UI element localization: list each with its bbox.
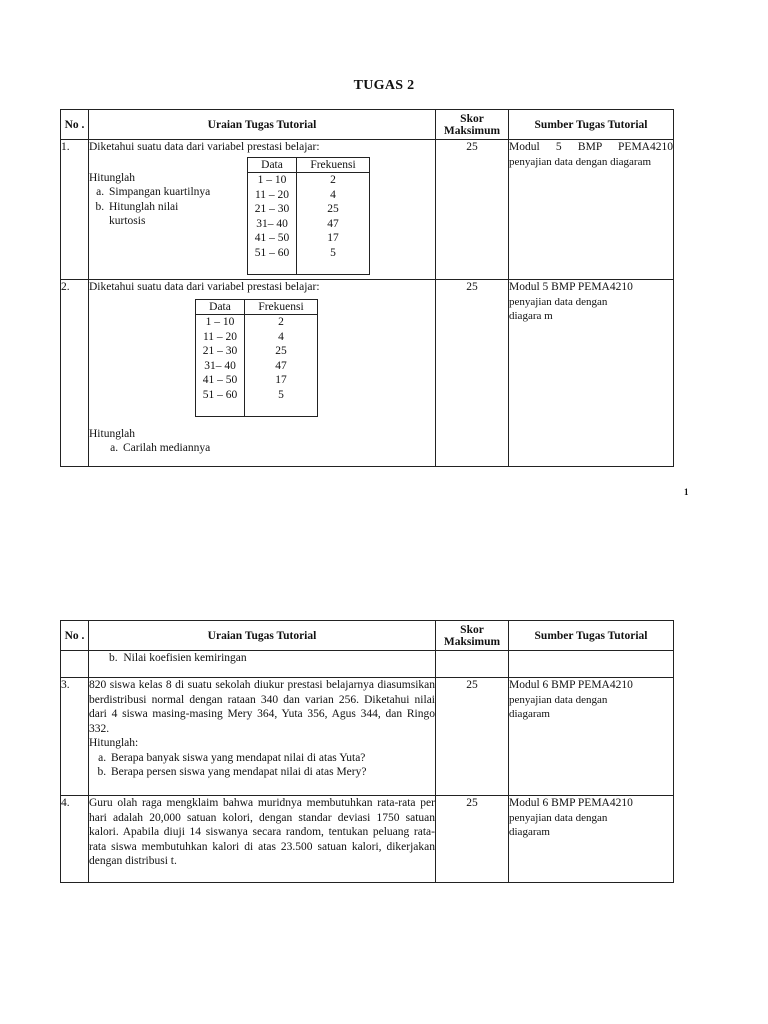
freq-cell-data: 11 – 20 xyxy=(248,188,297,203)
task-text: 820 siswa kelas 8 di suatu sekolah diukur prestasi belajarnya diasumsikan berdistribusi normal dengan rataan 340 dan varian 256. Diketahui nilai dari 4 siswa masing-masing Mery 364, Yuta 356, Agus 344, dan Ringo 332. xyxy=(89,679,435,735)
source-line: Modul 5 BMP PEMA4210 xyxy=(509,141,673,153)
freq-cell-data: 1 – 10 xyxy=(196,315,245,330)
task-source xyxy=(509,140,674,280)
table-header-row xyxy=(61,621,674,651)
hitunglah-label: Hitunglah xyxy=(89,171,135,184)
source-line: Modul 5 BMP PEMA4210 xyxy=(509,281,633,293)
source-line: diagaram xyxy=(509,826,550,838)
source-line: penyajian data dengan xyxy=(509,295,608,308)
freq-cell-data: 1 – 10 xyxy=(248,173,297,188)
task-source xyxy=(509,280,674,467)
header-skor: Skor Maksimum xyxy=(436,621,509,651)
source-line: penyajian data dengan xyxy=(509,693,608,706)
source-line: Modul 6 BMP PEMA4210 xyxy=(509,679,633,691)
task-number: 3. xyxy=(61,678,89,796)
task-score: 25 xyxy=(436,796,509,883)
table-header-row xyxy=(61,110,674,140)
hitunglah-label: Hitunglah: xyxy=(89,737,139,749)
freq-cell-data: 21 – 30 xyxy=(196,344,245,359)
freq-col-data: Data xyxy=(248,157,297,173)
task-description xyxy=(89,280,436,467)
source-line: penyajian data dengan diagaram xyxy=(509,155,652,168)
header-sumber: Sumber Tugas Tutorial xyxy=(509,621,674,651)
header-uraian: Uraian Tugas Tutorial xyxy=(89,110,436,140)
freq-cell-value: 2 xyxy=(278,316,284,328)
freq-col-frekuensi: Frekuensi xyxy=(245,299,318,315)
task-row-2 xyxy=(61,280,674,467)
task-row-2-continued xyxy=(61,651,674,678)
freq-cell-value: 2 xyxy=(330,174,336,186)
task-text: Guru olah raga mengklaim bahwa muridnya membutuhkan rata-rata per hari adalah 20,000 satuan kolori, dengan standar deviasi 1750 satuan kalori. Apabila diuji 14 siswanya secara random, tentukan peluang rata-rata siswa membutuhkan kalori di atas 23.500 satuan kalori, dikerjakan dengan distribusi t. xyxy=(89,797,435,867)
task-source xyxy=(509,678,674,796)
question-item: a. Berapa banyak siswa yang mendapat nilai di atas Yuta? xyxy=(109,751,435,766)
source-line: diagara m xyxy=(509,310,553,322)
header-no: No . xyxy=(61,621,89,651)
freq-cell-value: 47 xyxy=(327,217,339,230)
task-row-3 xyxy=(61,678,674,796)
freq-cell-data: 41 – 50 xyxy=(196,373,245,388)
freq-cell-value: 5 xyxy=(278,388,284,401)
task-description: b. Nilai koefisien kemiringan xyxy=(89,651,436,678)
freq-cell-value: 4 xyxy=(330,188,336,201)
task-score: 25 xyxy=(436,140,509,280)
header-uraian: Uraian Tugas Tutorial xyxy=(89,621,436,651)
page-title: TUGAS 2 xyxy=(353,78,415,93)
freq-cell-data: 51 – 60 xyxy=(196,388,245,403)
task-description xyxy=(89,678,436,796)
header-skor: Skor Maksimum xyxy=(436,110,509,140)
header-sumber: Sumber Tugas Tutorial xyxy=(509,110,674,140)
freq-col-data: Data xyxy=(196,299,245,315)
frequency-table xyxy=(195,299,318,417)
freq-cell-data: 31– 40 xyxy=(248,217,297,232)
task-intro: Diketahui suatu data dari variabel prestasi belajar: xyxy=(89,141,320,153)
freq-cell-value: 47 xyxy=(275,359,287,372)
frequency-table xyxy=(247,157,370,275)
freq-cell-value: 17 xyxy=(275,374,287,386)
task-questions xyxy=(89,185,247,229)
task-questions xyxy=(89,441,435,456)
task-score: 25 xyxy=(436,280,509,467)
freq-cell-value: 25 xyxy=(327,203,339,215)
freq-cell-value: 25 xyxy=(275,345,287,357)
task-table-page-1 xyxy=(60,109,674,467)
freq-cell-data: 11 – 20 xyxy=(196,330,245,345)
freq-cell-value: 5 xyxy=(330,246,336,259)
task-table-page-2 xyxy=(60,620,674,883)
task-questions xyxy=(89,751,435,780)
task-number: 1. xyxy=(61,140,89,280)
freq-cell-value: 17 xyxy=(327,232,339,244)
question-item: b. Berapa persen siswa yang mendapat nilai di atas Mery? xyxy=(109,765,435,780)
task-number: 2. xyxy=(61,280,89,467)
source-line: diagaram xyxy=(509,708,550,720)
task-description xyxy=(89,796,436,883)
header-no: No . xyxy=(61,110,89,140)
freq-cell-data: 41 – 50 xyxy=(248,231,297,246)
question-item: a. Simpangan kuartilnya xyxy=(107,185,247,200)
hitunglah-label: Hitunglah xyxy=(89,427,135,440)
source-line: penyajian data dengan xyxy=(509,811,608,824)
task-description xyxy=(89,140,436,280)
freq-cell-data: 51 – 60 xyxy=(248,246,297,261)
task-source xyxy=(509,796,674,883)
freq-col-frekuensi: Frekuensi xyxy=(297,157,370,173)
task-row-4 xyxy=(61,796,674,883)
freq-cell-value: 4 xyxy=(278,330,284,343)
task-row-1 xyxy=(61,140,674,280)
task-intro: Diketahui suatu data dari variabel prestasi belajar: xyxy=(89,281,320,293)
question-item: a. Carilah mediannya xyxy=(121,441,435,456)
task-number: 4. xyxy=(61,796,89,883)
source-line: Modul 6 BMP PEMA4210 xyxy=(509,797,633,809)
freq-cell-data: 21 – 30 xyxy=(248,202,297,217)
task-score: 25 xyxy=(436,678,509,796)
freq-cell-data: 31– 40 xyxy=(196,359,245,374)
question-item: Nilai koefisien kemiringan xyxy=(123,652,247,664)
page-number: 1 xyxy=(684,487,689,497)
question-item: b. Hitunglah nilai kurtosis xyxy=(107,200,199,229)
